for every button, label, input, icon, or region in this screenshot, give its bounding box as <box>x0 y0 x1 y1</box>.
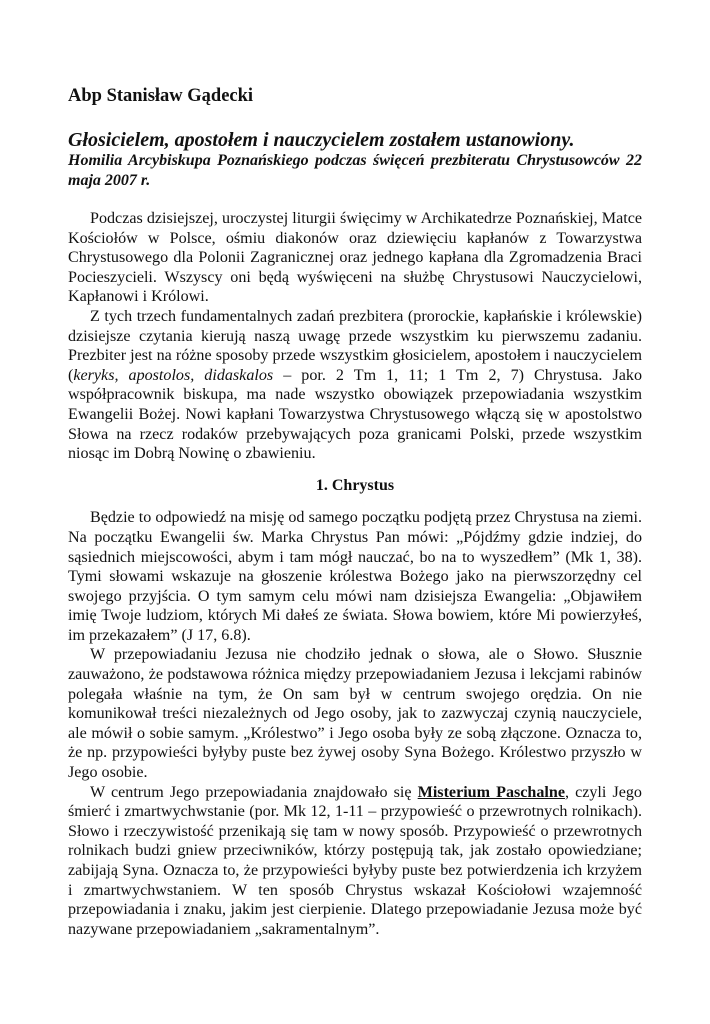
paragraph-4: W przepowiadaniu Jezusa nie chodziło jednak o słowa, ale o Słowo. Słusznie zauważono, że podstawowa różnica między przepowiadaniem Jezusa i lekcjami rabinów polegała właśnie na tym, że On sam był w centrum swojego orędzia. On nie komunikował treści niezależnych od Jego osoby, jak to zazwyczaj czynią nauczyciele, ale mówił o sobie samym. „Królestwo” i Jego osoba były ze sobą złączone. Oznacza to, że np. przypowieści byłyby puste bez żywej osoby Syna Bożego. Królestwo przyszło w Jego osobie. <box>68 646 642 782</box>
paragraph-5 <box>68 783 642 940</box>
paragraph-2 <box>68 307 642 464</box>
paragraph-3: Będzie to odpowiedź na misję od samego początku podjętą przez Chrystusa na ziemi. Na początku Ewangelii św. Marka Chrystus Pan mówi: „Pójdźmy gdzie indziej, do sąsiednich miejscowości, abym i tam mógł nauczać, bo na to wyszedłem” (Mk 1, 38). Tymi słowami wskazuje na głoszenie królestwa Bożego jako na pierwszorzędny cel swojego przyjścia. O tym samym celu mówi nam dzisiejsza Ewangelia: „Objawiłem imię Twoje ludziom, których Mi dałeś ze świata. Słowa bowiem, które Mi powierzyłeś, im przekazałem” (J 17, 6.8). <box>68 509 642 644</box>
misterium-paschalne-link[interactable]: Misterium Paschalne <box>417 783 565 801</box>
paragraph-1: Podczas dzisiejszej, uroczystej liturgii święcimy w Archikatedrze Poznańskiej, Matce Kościołów w Polsce, ośmiu diakonów oraz dziewięciu kapłanów z Towarzystwa Chrystusowego dla Polonii Zagranicznej oraz jednego kapłana dla Zgromadzenia Braci Pocieszycieli. Wszyscy oni będą wyświęceni na służbę Chrystusowi Nauczycielowi, Kapłanowi i Królowi. <box>68 210 642 306</box>
section-heading-chrystus: 1. Chrystus <box>315 476 395 494</box>
greek-terms: keryks, apostolos, didaskalos <box>73 366 274 384</box>
homily-subtitle: Homilia Arcybiskupa Poznańskiego podczas święceń prezbiteratu Chrystusowców 22 maja 2007 r. <box>68 152 642 189</box>
paragraph-2-text-a: Z tych trzech fundamentalnych zadań prezbitera (prorockie, kapłańskie i królewskie) dzisiejsze czytania kierują naszą uwagę przede wszystkim ku pierwszemu zadaniu. Prezbiter jest na różne sposoby przede wszystkim głosicielem, apostołem i nauczycielem ( <box>68 307 642 384</box>
author-name: Abp Stanisław Gądecki <box>68 86 254 106</box>
homily-title: Głosicielem, apostołem i nauczycielem zostałem ustanowiony. <box>68 129 575 151</box>
paragraph-2-text-b: – por. 2 Tm 1, 11; 1 Tm 2, 7) Chrystusa. Jako współpracownik biskupa, ma nade wszystko obowiązek przepowiadania wszystkim Ewangelii Bożej. Nowi kapłani Towarzystwa Chrystusowego włączą się w apostolstwo Słowa na rzecz rodaków przebywających poza granicami Polski, przede wszystkim niosąc im Dobrą Nowinę o zbawieniu. <box>68 366 642 463</box>
paragraph-5-text-b: , czyli Jego śmierć i zmartwychwstanie (por. Mk 12, 1-11 – przypowieść o przewrotnych rolnikach). Słowo i rzeczywistość przenikają się tam w nowy sposób. Przypowieść o przewrotnych rolnikach budzi gniew przeciwników, którzy postępują tak, jak zostało opowiedziane; zabijają Syna. Oznacza to, że przypowieści byłyby puste bez potwierdzenia ich krzyżem i zmartwychwstaniem. W ten sposób Chrystus wskazał Kościołowi wzajemność przepowiadania i znaku, jakim jest cierpienie. Dlatego przepowiadanie Jezusa może być nazywane przepowiadaniem „sakramentalnym”. <box>68 783 642 938</box>
document-page <box>68 84 642 939</box>
document-body <box>68 209 642 939</box>
paragraph-5-text-a: W centrum Jego przepowiadania znajdowało się <box>90 783 418 801</box>
